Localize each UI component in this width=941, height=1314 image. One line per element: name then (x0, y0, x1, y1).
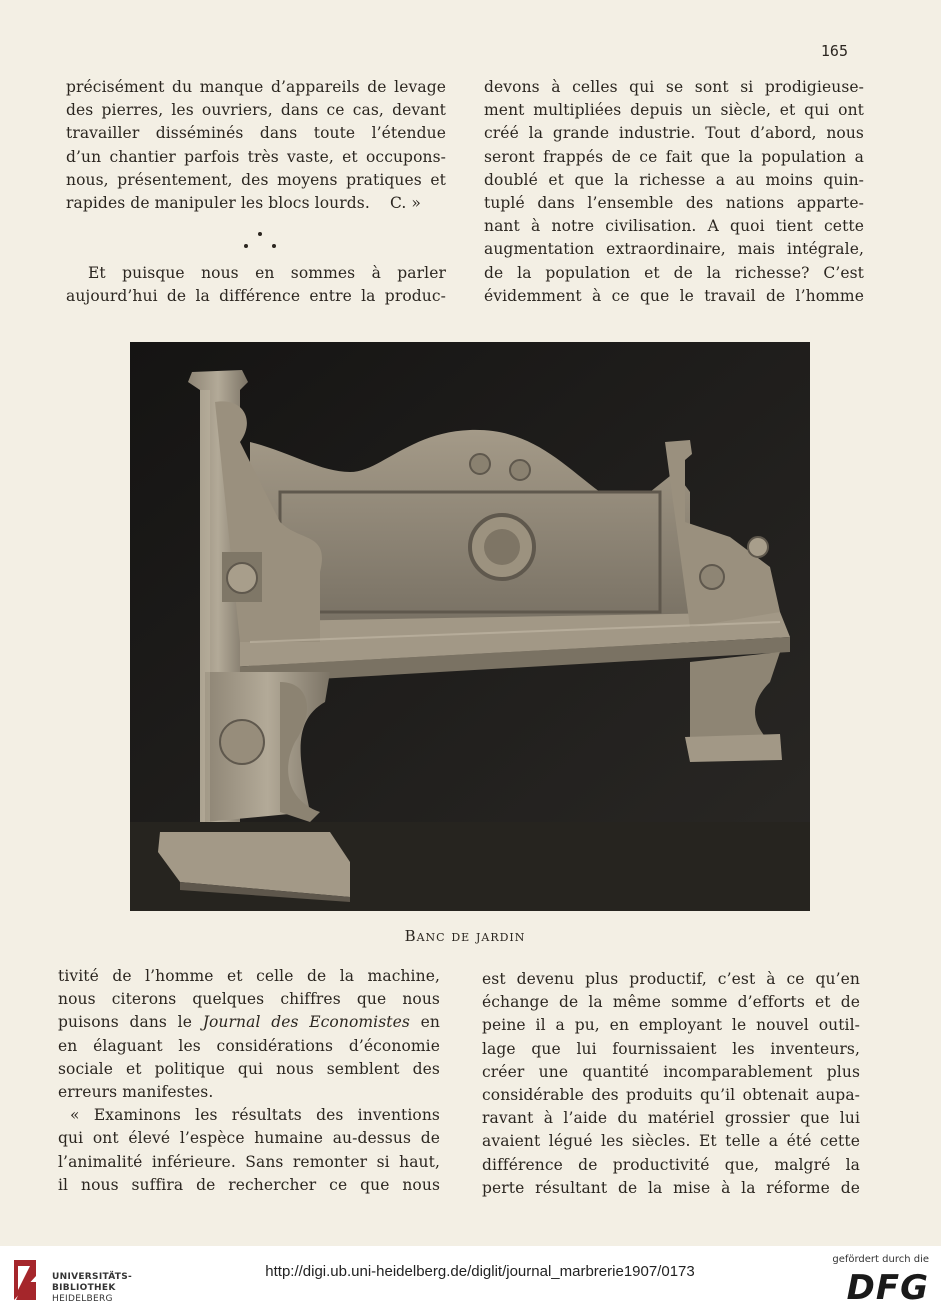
text-line: seront frappés de ce fait que la population a (484, 147, 864, 166)
text-line: avaient légué les siècles. Et telle a été cette (482, 1132, 860, 1151)
caption-text: anc de jardin (416, 927, 526, 945)
ub-heidelberg-logo[interactable] (10, 1256, 133, 1306)
text-run: en (409, 1013, 440, 1032)
figure-caption (330, 927, 600, 945)
page-number: 165 (820, 42, 848, 60)
text-line: travailler disséminés dans toute l’étendue (66, 124, 446, 143)
text-line: des pierres, les ouvriers, dans ce cas, devant (66, 101, 446, 120)
text-line: échange de la même somme d’efforts et de (482, 993, 860, 1012)
text-line (58, 1011, 440, 1034)
text-line: est devenu plus productif, c’est à ce qu’en (482, 970, 860, 988)
text-line: aujourd’hui de la différence entre la produc- (66, 286, 446, 305)
text-line: ment multipliées depuis un siècle, et qui ont (484, 101, 864, 120)
text-line: considérable des produits qu’il obtenait aupa- (482, 1086, 860, 1105)
text-line: nous, présentement, des moyens pratiques et (66, 170, 446, 189)
viewer-footer (0, 1246, 941, 1314)
text-run: puisons dans le (58, 1013, 203, 1032)
column-top-right (484, 76, 864, 308)
library-line-1: UNIVERSITÄTS- (52, 1272, 133, 1282)
text-line: tivité de l’homme et celle de la machine, (58, 967, 440, 985)
column-bottom-left (58, 965, 440, 1197)
text-line: de la population et de la richesse? C’est (484, 263, 864, 282)
text-line: rapides de manipuler les blocs lourds. C. » (66, 194, 421, 213)
text-line: erreurs manifestes. (58, 1083, 214, 1102)
text-line: précisément du manque d’appareils de levage (66, 78, 446, 96)
journal-title: Journal des Economistes (202, 1013, 410, 1032)
text-line: d’un chantier parfois très vaste, et occupons- (66, 147, 446, 166)
text-line: augmentation extraordinaire, mais intégrale, (484, 240, 864, 259)
text-line: ravant à l’aide du matériel grossier que lui (482, 1109, 860, 1128)
permalink-url[interactable]: http://digi.ub.uni-heidelberg.de/diglit/journal_marbrerie1907/0173 (265, 1263, 695, 1280)
ub-heidelberg-icon (10, 1256, 40, 1304)
library-line-3: HEIDELBERG (52, 1294, 113, 1304)
text-line: doublé et que la richesse a au moins quin- (484, 170, 864, 189)
text-line: peine il a pu, en employant le nouvel outil- (482, 1016, 860, 1035)
text-line: tuplé dans l’ensemble des nations apparte- (484, 194, 864, 213)
section-separator (240, 232, 280, 252)
text-line: « Examinons les résultats des inventions (70, 1106, 440, 1125)
dfg-logo[interactable]: DFG (846, 1268, 929, 1308)
text-line: créer une quantité incomparablement plus (482, 1062, 860, 1081)
text-line: nant à notre civilisation. A quoi tient cette (484, 217, 864, 236)
text-line: nous citerons quelques chiffres que nous (58, 990, 440, 1009)
library-line-2: BIBLIOTHEK (52, 1283, 116, 1293)
text-line: devons à celles qui se sont si prodigieuse- (484, 78, 864, 96)
text-line: qui ont élevé l’espèce humaine au-dessus de (58, 1129, 440, 1148)
text-line: Et puisque nous en sommes à parler (88, 263, 446, 282)
text-line: en élaguant les considérations d’économie (58, 1036, 440, 1055)
column-top-left (66, 76, 446, 308)
text-line: il nous suffira de rechercher ce que nous (58, 1175, 440, 1194)
text-line: sociale et politique qui nous semblent des (58, 1059, 440, 1078)
column-bottom-right (482, 968, 860, 1200)
caption-initial: B (404, 927, 417, 945)
text-line: l’animalité inférieure. Sans remonter si haut, (58, 1152, 440, 1171)
text-line: créé la grande industrie. Tout d’abord, nous (484, 124, 864, 143)
text-line: différence de productivité que, malgré la (482, 1155, 860, 1174)
funded-by-label: gefördert durch die (832, 1254, 929, 1265)
garden-bench-photo (130, 342, 810, 911)
library-name (52, 1272, 132, 1305)
text-line: évidemment à ce que le travail de l’homme (484, 286, 864, 305)
text-line: lage que lui fournissaient les inventeurs, (482, 1039, 860, 1058)
text-line: perte résultant de la mise à la réforme de (482, 1178, 860, 1197)
